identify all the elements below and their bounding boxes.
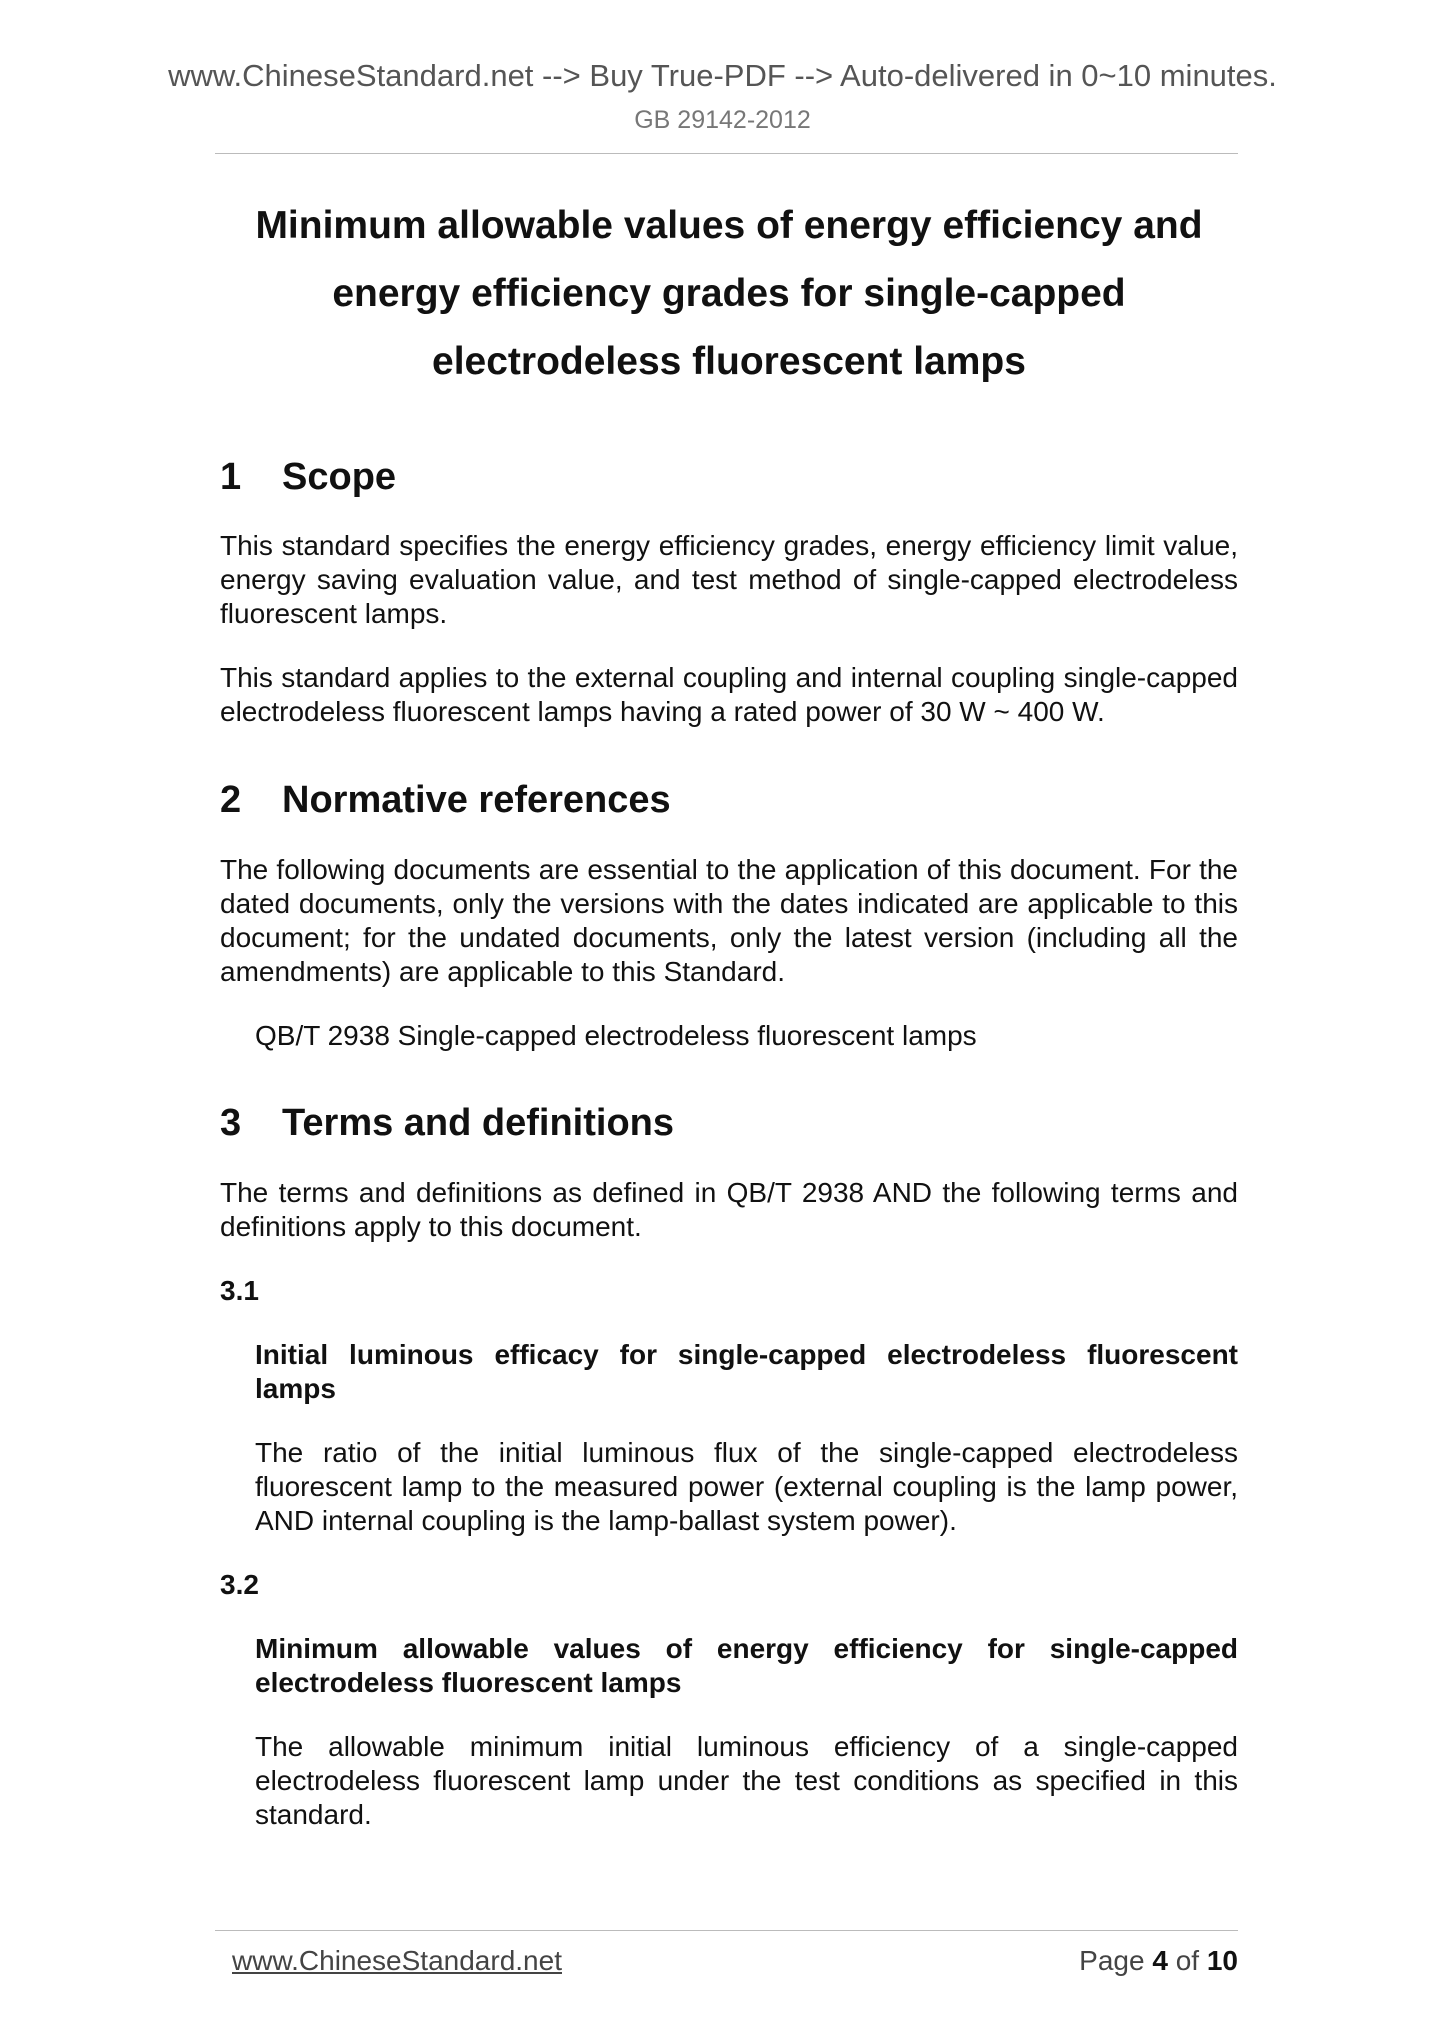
term-name-3-2: Minimum allowable values of energy efficiency for single-capped electrodeless fluorescent lamps [255, 1633, 1238, 1698]
section-heading-terms [220, 1098, 1238, 1148]
title-line-3: electrodeless fluorescent lamps [432, 340, 1026, 383]
section-heading-scope [220, 452, 1238, 502]
section-number: 2 [220, 779, 242, 821]
page-current: 4 [1152, 1945, 1168, 1976]
normative-paragraph: The following documents are essential to the application of this document. For the dated documents, only the versions with the dates indicated are applicable to this document; for the undated documents, only the latest version (including all the amendments) are applicable to this Standard. [220, 854, 1238, 987]
section-heading-normative [220, 775, 1238, 825]
scope-paragraph-1: This standard specifies the energy efficiency grades, energy efficiency limit value, energy saving evaluation value, and test method of single-capped electrodeless fluorescent lamps. [220, 530, 1238, 629]
footer-website-link[interactable]: www.ChineseStandard.net [232, 1945, 562, 1976]
section-number: 3 [220, 1102, 242, 1144]
footer-divider [215, 1930, 1238, 1931]
term-definition-3-1: The ratio of the initial luminous flux of the single-capped electrodeless fluorescent lamp to the measured power (external coupling is the lamp power, AND internal coupling is the lamp-ballast system power). [255, 1437, 1238, 1536]
term-number-3-1: 3.1 [220, 1275, 259, 1306]
term-definition-3-2: The allowable minimum initial luminous efficiency of a single-capped electrodeless fluorescent lamp under the test conditions as specified in this standard. [255, 1731, 1238, 1830]
title-line-1: Minimum allowable values of energy efficiency and [255, 204, 1203, 247]
page-label: Page [1079, 1945, 1145, 1976]
section-title: Scope [282, 456, 397, 498]
page-of: of [1175, 1945, 1200, 1976]
term-number-3-2: 3.2 [220, 1569, 259, 1600]
document-body [220, 192, 1238, 1832]
section-title: Normative references [282, 779, 671, 821]
term-name-3-1: Initial luminous efficacy for single-capped electrodeless fluorescent lamps [255, 1339, 1238, 1404]
header-divider [215, 153, 1238, 154]
section-title: Terms and definitions [282, 1102, 675, 1144]
reference-item: QB/T 2938 Single-capped electrodeless fluorescent lamps [255, 1020, 977, 1051]
standard-code: GB 29142-2012 [634, 106, 811, 134]
document-title [220, 192, 1238, 396]
page-indicator [1079, 1945, 1238, 1977]
page-total: 10 [1206, 1945, 1238, 1976]
scope-paragraph-2: This standard applies to the external coupling and internal coupling single-capped electrodeless fluorescent lamps having a rated power of 30 W ~ 400 W. [220, 662, 1238, 727]
terms-paragraph: The terms and definitions as defined in QB/T 2938 AND the following terms and definitions apply to this document. [220, 1177, 1238, 1242]
title-line-2: energy efficiency grades for single-capped [332, 272, 1126, 315]
section-number: 1 [220, 456, 242, 498]
top-banner[interactable]: www.ChineseStandard.net --> Buy True-PDF --> Auto-delivered in 0~10 minutes. [168, 58, 1277, 93]
